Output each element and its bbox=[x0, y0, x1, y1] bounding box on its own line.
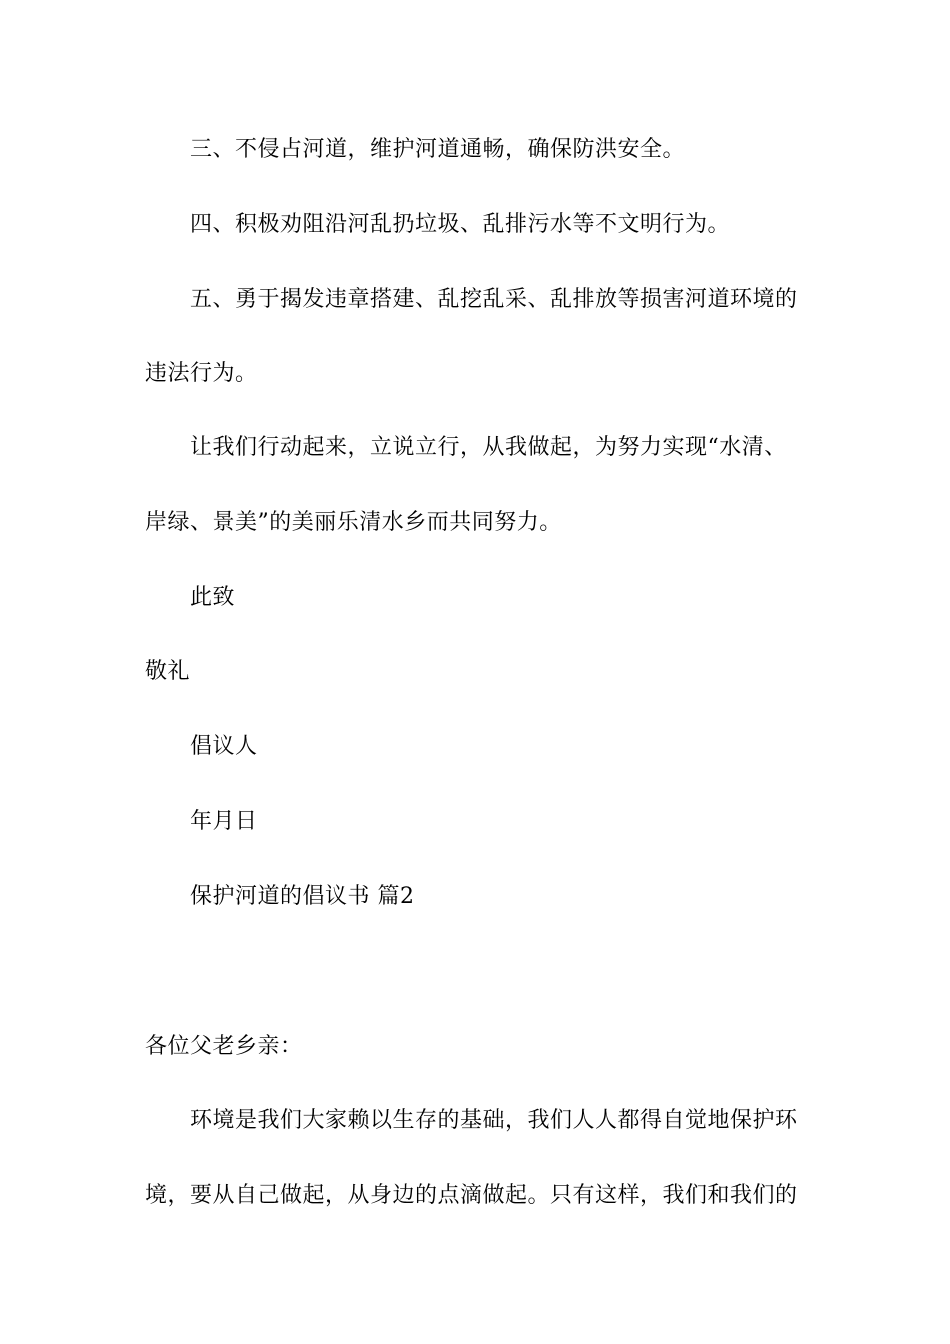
body-paragraph: 环境是我们大家赖以生存的基础，我们人人都得自觉地保护环 bbox=[190, 1108, 798, 1133]
section-title: 保护河道的倡议书 篇2 bbox=[190, 884, 415, 909]
closing-regards: 敬礼 bbox=[145, 659, 191, 684]
item-five-continued: 违法行为。 bbox=[145, 361, 258, 386]
item-four: 四、积极劝阻沿河乱扔垃圾、乱排污水等不文明行为。 bbox=[190, 212, 731, 237]
item-five: 五、勇于揭发违章搭建、乱挖乱采、乱排放等损害河道环境的 bbox=[190, 287, 798, 312]
signatory-label: 倡议人 bbox=[190, 734, 258, 759]
date-label: 年月日 bbox=[190, 809, 258, 834]
closing-salutation: 此致 bbox=[190, 585, 236, 610]
item-three: 三、不侵占河道，维护河道通畅，确保防洪安全。 bbox=[190, 137, 686, 162]
call-to-action-continued: 岸绿、景美”的美丽乐清水乡而共同努力。 bbox=[145, 510, 562, 535]
call-to-action: 让我们行动起来，立说立行，从我做起，为努力实现“水清、 bbox=[190, 435, 787, 460]
body-paragraph-continued: 境，要从自己做起，从身边的点滴做起。只有这样，我们和我们的 bbox=[145, 1183, 798, 1208]
greeting: 各位父老乡亲： bbox=[145, 1034, 303, 1059]
